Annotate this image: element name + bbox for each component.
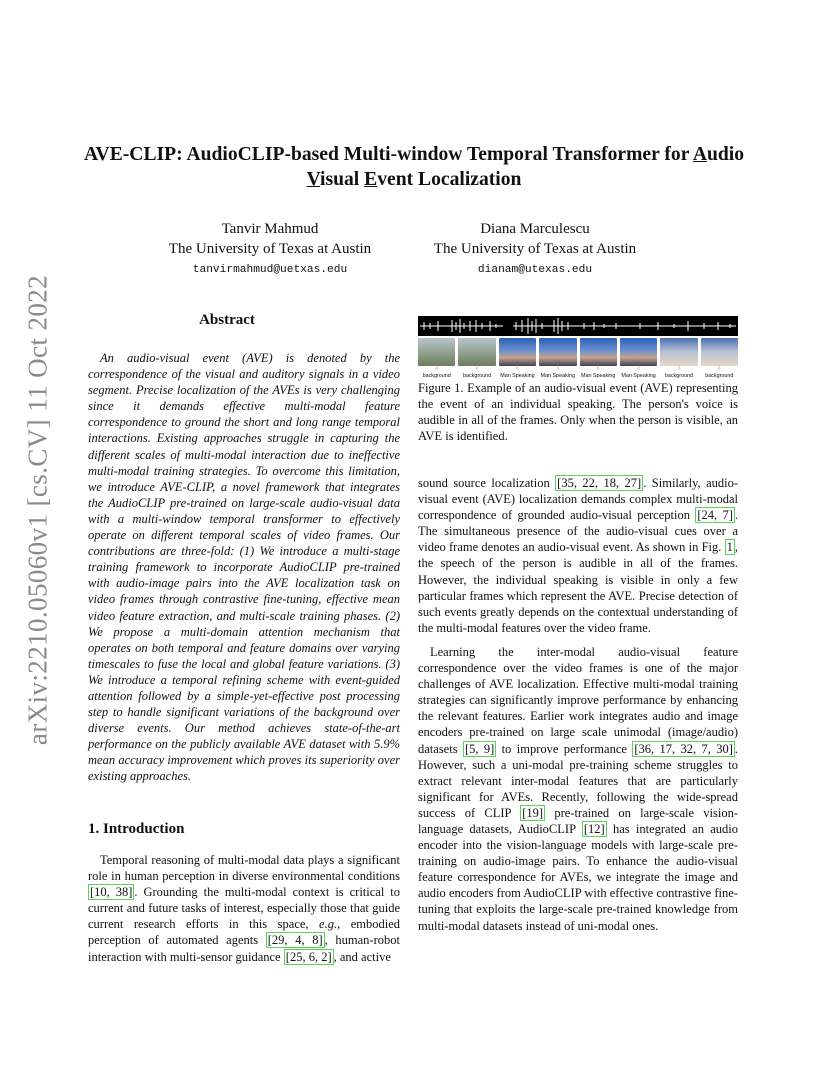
citation-link[interactable]: [29, 4, 8]: [267, 933, 323, 948]
figure-reference-link[interactable]: 1: [726, 540, 733, 555]
citation-link[interactable]: [36, 17, 32, 7, 30]: [634, 741, 733, 756]
right-column-text: [418, 475, 738, 934]
citation-link[interactable]: [10, 38]: [90, 885, 133, 900]
citation-link[interactable]: [12]: [583, 821, 605, 836]
frame-label: ⇩ Man Speaking: [500, 366, 535, 379]
frame-label: ⇩ background: [660, 366, 697, 380]
body-paragraph: sound source localization [35, 22, 18, 27] . Similarly, audio-visual event (AVE) localization demands complex multi-modal correspondence of grounded audio-visual perception [24, 7] . The simultaneous presence of the audio-visual cues over a video frame denotes an audio-visual event. As shown in Fig. 1 , the speech of the person is audible in all of the frames. However, the individual speaking is visible in only a few particular frames which represent the AVE. Precise detection of such events greatly depends on the contextual understanding of the multi-modal features over the video frame.: [418, 476, 739, 635]
author-name: Tanvir Mahmud: [221, 221, 319, 237]
author-email[interactable]: tanvirmahmud@uetxas.edu: [192, 264, 348, 276]
author-block: [140, 219, 400, 281]
frame-label: ⇩ Man Speaking: [621, 366, 656, 379]
abstract-text: An audio-visual event (AVE) is denoted by the correspondence of the visual and auditory signals in a video segment. Precise localization of the AVEs is very challenging since it demands effective multi-modal feature correspondence to ground the short and long range temporal interactions. Existing approaches struggle in capturing the different scales of multi-modal interaction due to ineffective multi-modal training strategies. To overcome this limitation, we introduce AVE-CLIP, a novel framework that integrates the AudioCLIP pre-trained on large-scale audio-visual data with a multi-window temporal transformer to effectively operate on different temporal scales of video frames. Our contributions are three-fold: (1) We introduce a multi-stage training framework to incorporate AudioCLIP pre-trained with audio-image pairs into the AVE localization task on video frames through contrastive fine-tuning, effective mean video feature extraction, and multi-scale training phases. (2) We propose a multi-domain attention mechanism that operates on both temporal and feature domains over varying timescales to fuse the local and global feature variations. (3) We introduce a temporal refining scheme with event-guided attention followed by a simple-yet-effective post processing step to handle significant variations of the background over diverse events. Our method achieves state-of-the-art performance on the publicly available AVE dataset with 5.9% mean accuracy improvement which proves its superiority over existing approaches.: [88, 351, 400, 784]
frame-label: ⇩ background: [701, 366, 738, 380]
arxiv-stamp: arXiv:2210.05060v1 [cs.CV] 11 Oct 2022: [22, 274, 53, 746]
video-frames: [418, 338, 738, 366]
video-frame-thumbnail: [539, 338, 576, 366]
video-frame-thumbnail: [660, 338, 697, 366]
down-arrow-icon: ⇩: [555, 366, 561, 372]
down-arrow-icon: ⇩: [676, 366, 682, 372]
video-frame-thumbnail: [418, 338, 455, 366]
author-name: Diana Marculescu: [480, 221, 590, 237]
citation-link[interactable]: [5, 9]: [464, 741, 495, 756]
video-frame-thumbnail: [458, 338, 495, 366]
section-heading-introduction: 1. Introduction: [88, 821, 185, 837]
frame-label: ⇩ background: [418, 366, 455, 380]
author-affiliation: The University of Texas at Austin: [168, 241, 372, 257]
frame-label: ⇩ background: [458, 366, 495, 380]
down-arrow-icon: ⇩: [474, 366, 480, 372]
citation-link[interactable]: [19]: [522, 805, 544, 820]
video-frame-thumbnail: [620, 338, 657, 366]
down-arrow-icon: ⇩: [514, 366, 520, 372]
citation-link[interactable]: [35, 22, 18, 27]: [557, 476, 642, 490]
frame-label: ⇩ Man Speaking: [540, 366, 576, 379]
figure-caption: Figure 1. Example of an audio-visual event (AVE) representing the event of an individual speaking. The person's voice is audible in all of the frames. Only when the person is visible, an AVE is identified.: [418, 381, 738, 444]
author-block: [405, 219, 665, 281]
author-affiliation: The University of Texas at Austin: [433, 241, 637, 257]
author-email[interactable]: dianam@utexas.edu: [477, 264, 593, 276]
video-frame-thumbnail: [499, 338, 536, 366]
video-frame-thumbnail: [580, 338, 617, 366]
frame-label: ⇩ Man Speaking: [580, 366, 616, 379]
body-paragraph: Learning the inter-modal audio-visual feature correspondence over the video frames is one of the major challenges of AVE localization. Effective multi-modal training strategies can significantly improve performance by enhancing the relevant features. Earlier work integrates audio and image encoders pre-trained on large scale unimodal (image/audio) datasets [5, 9] to improve performance [36, 17, 32, 7, 30] . However, such a uni-modal pre-training scheme struggles to extract relevant inter-modal features that are particularly significant for AVEs. Recently, following the wide-spread success of CLIP [19] pre-trained on large-scale vision-language datasets, AudioCLIP [12] has integrated an audio encoder into the vision-language models with large-scale pre-training on audio-image pairs. To enhance the audio-visual feature correspondence for AVEs, we integrate the image and audio encoders from AudioCLIP with effective contrastive fine-tuning that exploits the large-scale pre-trained knowledge from multi-modal datasets instead of uni-modal ones.: [418, 644, 739, 933]
video-frame-thumbnail: [701, 338, 738, 366]
abstract-heading: Abstract: [199, 312, 255, 328]
down-arrow-icon: ⇩: [595, 366, 601, 372]
down-arrow-icon: ⇩: [716, 366, 722, 372]
citation-link[interactable]: [25, 6, 2]: [285, 949, 332, 964]
figure-1: [418, 316, 738, 382]
citation-link[interactable]: [24, 7]: [697, 508, 733, 523]
intro-paragraph: Temporal reasoning of multi-modal data plays a significant role in human perception in diverse environmental conditions [10, 38] . Grounding the multi-modal context is critical to current and future tasks of interest, especially those that guide current research efforts in this space, e.g., embodied perception of automated agents [29, 4, 8] , human-robot interaction with multi-sensor guidance [25, 6, 2] , and active: [88, 853, 400, 964]
paper-title: AVE-CLIP: AudioCLIP-based Multi-window Temporal Transformer for Audio Visual Event Localization: [83, 144, 745, 190]
frame-labels: [418, 366, 738, 380]
down-arrow-icon: ⇩: [434, 366, 440, 372]
down-arrow-icon: ⇩: [636, 366, 642, 372]
audio-waveform: [418, 316, 738, 336]
